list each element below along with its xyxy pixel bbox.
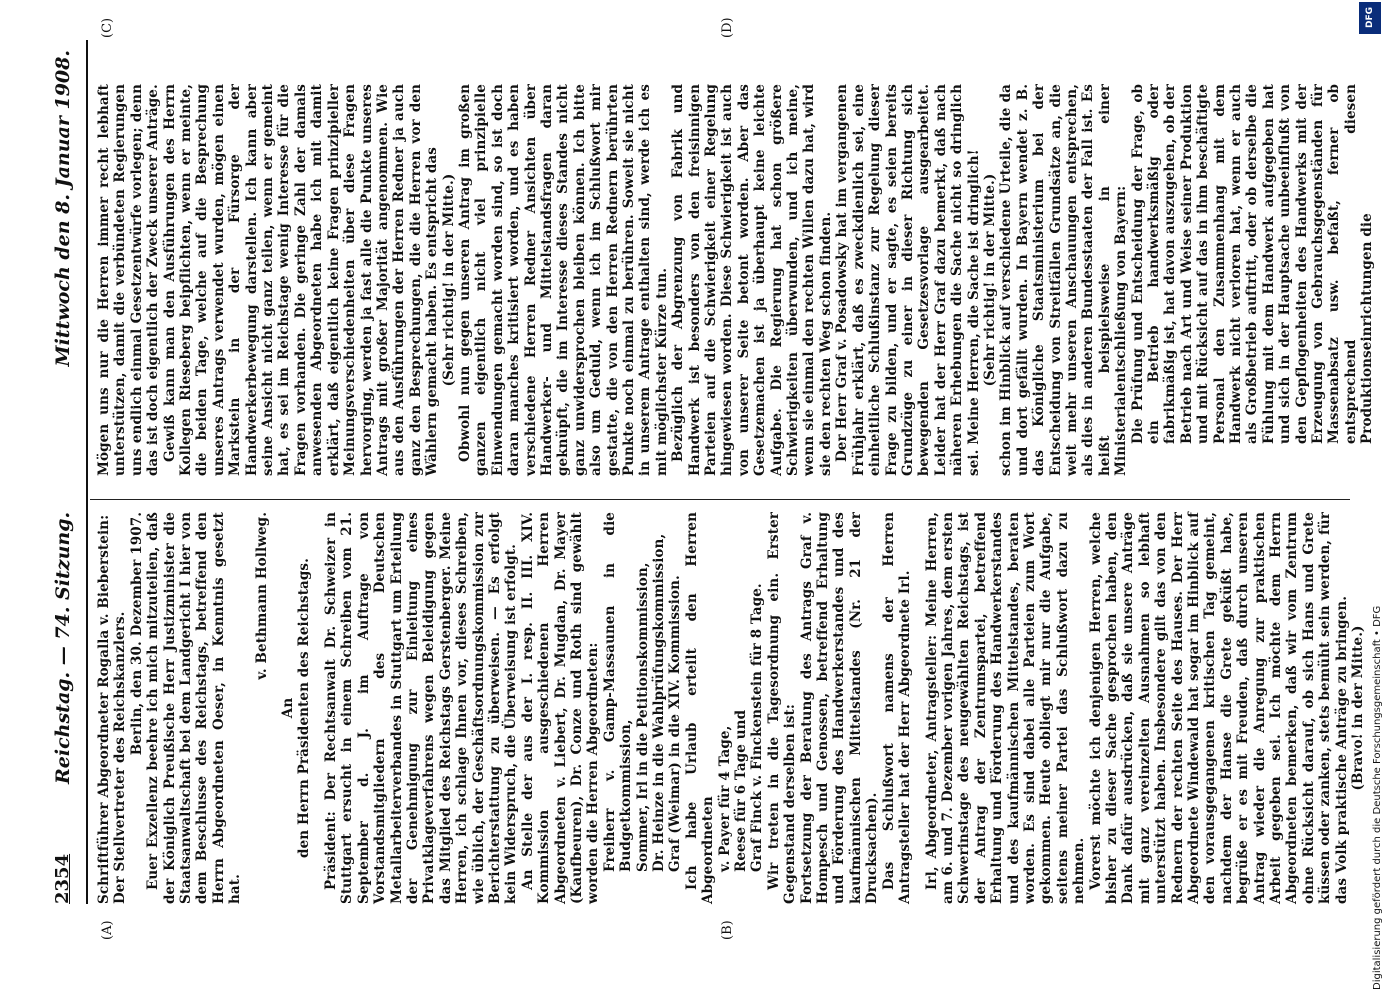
interjection: (Sehr richtig! in der Mitte.) [981, 173, 998, 387]
paragraph: schon im Hinblick auf verschiedene Urteile, die da und dort gefällt wurden. In Bayern wendet z. B. das Königliche Staatsministerium bei der Entscheidung von Streitfällen Grundsätze an, die weit mehr unseren Anschauungen entsprechen, als dies in anderen Bundesstaaten der Fall ist. Es heißt beispielsweise in einer Ministerialentschließung von Bayern: [998, 84, 1130, 476]
header-session: Reichstag. — 74. Sitzung. [52, 511, 74, 784]
digitization-credit: Digitalisierung gefördert durch die Deutsche Forschungsgemeinschaft • DFG [1372, 605, 1383, 990]
paragraph: Der Herr Graf v. Posadowsky hat im vergangenen Frühjahr erklärt, daß es zweckdienlich sei, eine einheitliche Schlußinstanz zur Regelung dieser Frage zu bilden, und er sagte, es seien bereits Grundzüge zu einer in dieser Richtung sich bewegenden Gesetzesvorlage ausgearbeitet. Leider hat der Herr Graf dazu bemerkt, daß nach näheren Erhebungen die Sache nicht so dringlich sei. Meine Herren, die Sache ist dringlich! [834, 84, 982, 476]
paragraph: Schriftführer Abgeordneter Rogalla v. Bieberstein: [96, 514, 112, 904]
paragraph: Obwohl nun gegen unseren Antrag im großen ganzen eigentlich nicht viel prinzipielle Einwendungen gemacht worden sind, so ist doch daran manches kritisiert worden, und es haben verschiedene Herren Redner Ansichten über Handwerker- und Mittelstandsfragen daran geknüpft, die im Interesse dieses Standes nicht ganz unwidersprochen bleiben können. Ich bitte also um Geduld, wenn ich im Schlußwort mir gestatte, die von den Herren Rednern berührten Punkte noch einmal zu berühren. Soweit sie nicht in unserem Antrage enthalten sind, werde ich es mit möglichster Kürze tun. [456, 84, 670, 476]
quotation: Die Prüfung und Entscheidung der Frage, ob ein Betrieb handwerksmäßig oder fabrikmäßig ist, hat davon auszugehen, ob der Betrieb nach Art und Weise seiner Produktion und mit Rücksicht auf das in ihm beschäftigte Personal den Zusammenhang mit dem Handwerk nicht verloren hat, wenn er auch als Großbetrieb auftritt, oder ob derselbe die Fühlung mit dem Handwerk aufgegeben hat und sich in der Hauptsache unbeeinflußt von den Gepflogenheiten des Handwerks mit der Erzeugung von Gebrauchsgegenständen für Massenabsatz usw. befaßt, ferner ob entsprechend diesen Produktionseinrichtungen die [1129, 84, 1376, 444]
interjection: (Sehr richtig! in der Mitte.) [440, 173, 457, 387]
paragraph: den Herrn Präsidenten des Reichstags. [296, 558, 313, 858]
paragraph: Bezüglich der Abgrenzung von Fabrik und Handwerk ist besonders von den freisinnigen Parteien auf die Schwierigkeit einer Regelung hingewiesen worden. Diese Schwierigkeit ist auch von unserer Seite betont worden. Aber das Gesetzemachen ist ja überhaupt keine leichte Aufgabe. Die Regierung hat schon größere Schwierigkeiten überwunden, und ich meine, wenn sie einmal den rechten Willen dazu hat, wird sie den rechten Weg schon finden. [670, 84, 834, 476]
agenda-item: Fortsetzung der Beratung des Antrags Graf v. Hompesch und Genossen, betreffend Erhaltung und Förderung des Handwerkerstandes und des kaufmännischen Mittelstandes (Nr. 21 der Drucksachen). [798, 512, 881, 904]
margin-marker-c: (C) [100, 17, 115, 38]
paragraph: Das Schlußwort namens der Herren Antragsteller hat der Herr Abgeordnete Irl. [880, 512, 914, 904]
paragraph: An [280, 697, 297, 719]
header-rule [86, 40, 88, 904]
paragraph: Berlin, den 30. Dezember 1907. [128, 512, 145, 756]
list-item: Sommer, Irl in die Petitionskommission, [634, 562, 651, 872]
left-column [96, 512, 1366, 904]
list-item: Freiherr v. Gamp-Massaunen in die Budgetkommission, [601, 512, 635, 872]
right-column [96, 84, 1376, 476]
paragraph: Der Stellvertreter des Reichskanzlers. [112, 611, 129, 904]
signature: v. Bethmann Hollweg. [253, 512, 270, 680]
interjection: (Bravo! in der Mitte.) [1350, 625, 1367, 791]
paragraph: Wir treten in die Tagesordnung ein. Erster Gegenstand derselben ist: [765, 512, 799, 904]
column-divider [90, 499, 1350, 500]
margin-marker-a: (A) [100, 920, 115, 940]
list-item: v. Payer für 4 Tage, [716, 725, 733, 872]
paragraph: Präsident: Der Rechtsanwalt Dr. Schweizer in Stuttgart ersucht in einem Schreiben vom 21. September d. J. im Auftrage von Vorstandsmitgliedern des Deutschen Metallarbeiterverbandes in Stuttgart um Erteilung der Genehmigung zur Einleitung eines Privatklageverfahrens wegen Beleidigung gegen das Mitglied des Reichstags Gerstenberger. Meine Herren, ich schlage Ihnen vor, dieses Schreiben, wie üblich, der Geschäftsordnungskommission zur Berichterstattung zu überweisen. — Es erfolgt kein Widerspruch, die Überweisung ist erfolgt. [322, 512, 520, 904]
paragraph: Euer Exzellenz beehre ich mich mitzuteilen, daß der Königlich Preußische Herr Justizminister die Staatsanwaltschaft bei dem Landgericht I hier von dem Beschlusse des Reichstags, betreffend den Herrn Abgeordneten Oeser, in Kenntnis gesetzt hat. [145, 512, 244, 904]
paragraph: Vorerst möchte ich denjenigen Herren, welche bisher zu dieser Sache gesprochen haben, den Dank dafür ausdrücken, daß sie unsere Anträge mit ganz vereinzelten Ausnahmen so lebhaft unterstützt haben. Insbesondere gilt das von den Rednern der rechten Seite des Hauses. Der Herr Abgeordnete Windewald hat sogar im Hinblick auf den vorausgegangenen kritischen Tag gemeint, nachdem der Hanse die Grete geküßt habe, begrüße er es mit Freuden, daß durch unseren Antrag wieder die Anregung zur praktischen Arbeit gegeben sei. Ich möchte dem Herrn Abgeordneten bemerken, daß wir vom Zentrum ohne Rücksicht darauf, ob sich Hans und Grete küssen oder zanken, stets bemüht sein werden, für das Volk praktische Anträge zu bringen. [1087, 512, 1350, 904]
margin-marker-b: (B) [720, 920, 735, 940]
list-item: Dr. Heinze in die Wahlprüfungskommission, [651, 533, 667, 872]
margin-marker-d: (D) [720, 17, 735, 38]
paragraph: Mögen uns nur die Herren immer recht lebhaft unterstützen, damit die verbündeten Regierungen uns endlich einmal Gesetzentwürfe vorlegen; denn das ist doch eigentlich der Zweck unserer Anträge. [96, 84, 162, 476]
page-number: 2354 [52, 853, 73, 904]
paragraph: Ich habe Urlaub erteilt den Herren Abgeordneten [683, 512, 717, 904]
paragraph: Irl, Abgeordneter, Antragsteller: Meine Herren, am 6. und 7. Dezember vorigen Jahres, dem ersten Schwerinstage des neugewählten Reichstags, ist der Antrag der Zentrumspartei, betreffend Erhaltung und Förderung des Handwerkerstandes und des kaufmännischen Mittelstandes, beraten worden. Es sind dabei alle Parteien zum Wort gekommen. Heute obliegt mir nur die Aufgabe, seitens meiner Partei das Schlußwort dazu zu nehmen. [923, 512, 1088, 904]
list-item: Graf (Weimar) in die XIV. Kommission. [667, 575, 684, 872]
paragraph: Gewiß kann man den Ausführungen des Herrn Kollegen Rieseberg beipflichten, wenn er meinte, die beiden Tage, welche auf die Besprechung unseres Antrags verwendet wurden, mögen einen Markstein in der Fürsorge der Handwerkerbewegung darstellen. Ich kann aber seine Ansicht nicht ganz teilen, wenn er gemeint hat, es sei im Reichstage wenig Interesse für die Fragen vorhanden. Die geringe Zahl der damals anwesenden Abgeordneten habe ich mit damit erklärt, daß eigentlich keine Fragen prinzipieller Meinungsverschiedenheiten über diese Fragen hervorging, werden ja fast alle die Punkte unseres Antrags mit großer Majorität angenommen. Wie aus den Ausführungen der Herren Redner ja auch ganz den Besprechungen, die die Herren vor den Wählern gemacht haben. Es entspricht das [161, 84, 441, 476]
paragraph: An Stelle der aus der I. resp. II. III. XIV. Kommission ausgeschiedenen Herren Abgeordneten v. Liebert, Dr. Mugdan, Dr. Mayer (Kaufbeuren), Dr. Conze und Roth sind gewählt worden die Herren Abgeordneten: [519, 512, 602, 904]
header-date: Mittwoch den 8. Januar 1908. [52, 50, 74, 367]
list-item: Graf Finck v. Finckenstein für 8 Tage. [749, 583, 766, 872]
list-item: Reese für 6 Tage und [733, 709, 750, 872]
dfg-logo: DFG [1359, 2, 1381, 34]
